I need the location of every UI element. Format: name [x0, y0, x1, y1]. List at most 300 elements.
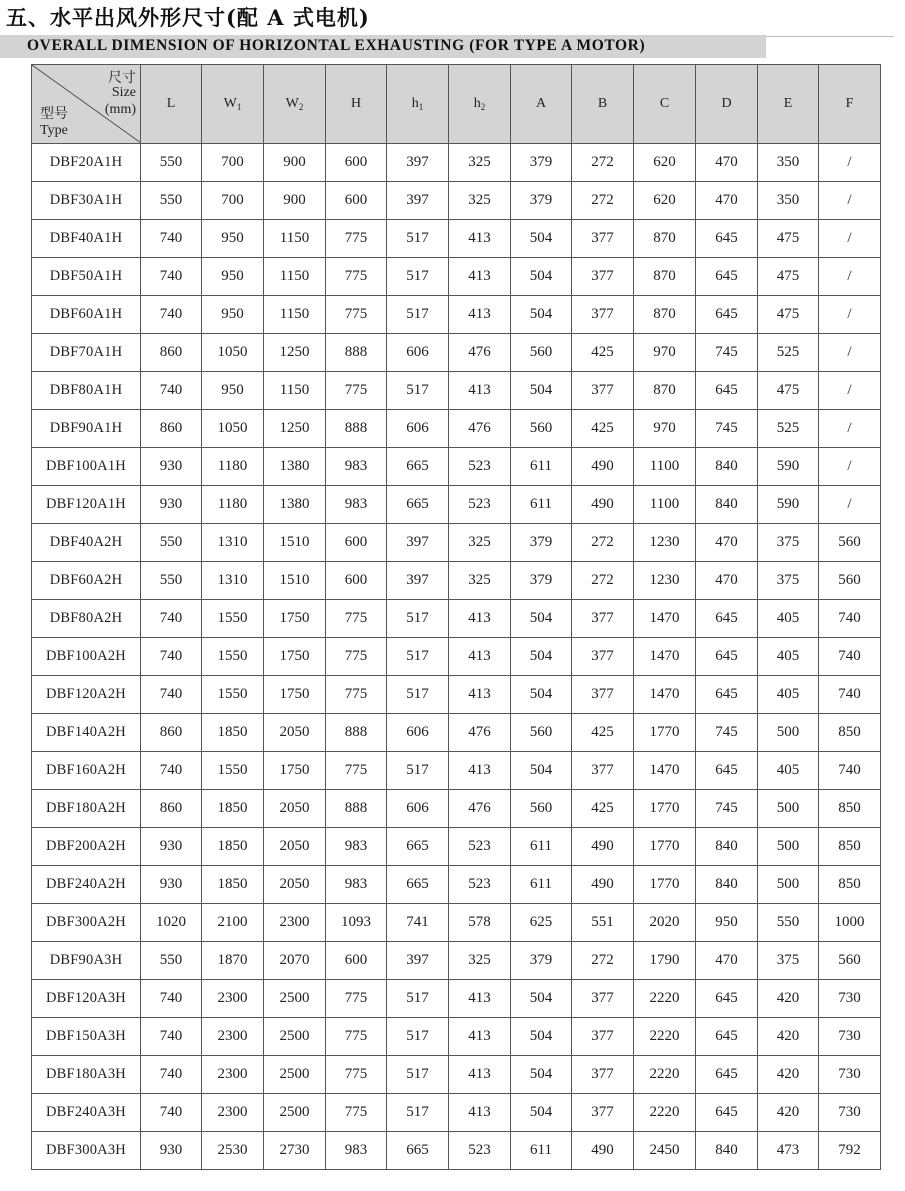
dimension-cell: 1850 — [202, 866, 264, 904]
page-subtitle: OVERALL DIMENSION OF HORIZONTAL EXHAUSTING (FOR TYPE A MOTOR) — [27, 37, 646, 54]
dimension-cell: 775 — [326, 1018, 387, 1056]
dimension-cell: 1850 — [202, 790, 264, 828]
model-cell: DBF240A3H — [32, 1094, 141, 1132]
model-cell: DBF40A2H — [32, 524, 141, 562]
dimension-cell: 950 — [202, 296, 264, 334]
dimension-cell: 1230 — [634, 524, 696, 562]
dimension-cell: 775 — [326, 1094, 387, 1132]
dimension-cell: 645 — [696, 638, 758, 676]
dimension-cell: 475 — [758, 296, 819, 334]
dimension-cell: 840 — [696, 866, 758, 904]
dimension-cell: 590 — [758, 448, 819, 486]
dimension-cell: 405 — [758, 752, 819, 790]
dimension-cell: 325 — [449, 942, 511, 980]
dimension-cell: 1770 — [634, 714, 696, 752]
dimension-cell: 475 — [758, 220, 819, 258]
dimension-cell: 950 — [696, 904, 758, 942]
dimension-cell: 775 — [326, 220, 387, 258]
corner-type-label-en: Type — [40, 123, 68, 138]
table-row — [32, 942, 881, 980]
dimension-cell: 600 — [326, 144, 387, 182]
dimension-cell: 740 — [141, 296, 202, 334]
dimension-cell: 1550 — [202, 638, 264, 676]
dimension-cell: 740 — [141, 600, 202, 638]
dimension-cell: 665 — [387, 486, 449, 524]
dimension-cell: 2050 — [264, 714, 326, 752]
dimension-cell: 504 — [511, 1094, 572, 1132]
dimension-cell: 560 — [511, 410, 572, 448]
table-row — [32, 1018, 881, 1056]
dimension-cell: 983 — [326, 828, 387, 866]
dimension-cell: 600 — [326, 524, 387, 562]
dimension-cell: 1850 — [202, 714, 264, 752]
dimension-cell: 425 — [572, 334, 634, 372]
dimension-cell: 740 — [141, 1094, 202, 1132]
dimension-cell: 420 — [758, 1094, 819, 1132]
dimension-cell: / — [819, 448, 881, 486]
dimension-cell: 775 — [326, 1056, 387, 1094]
dimension-cell: 2020 — [634, 904, 696, 942]
page-title: 五、水平出风外形尺寸(配 A 式电机) — [6, 5, 370, 30]
model-cell: DBF60A1H — [32, 296, 141, 334]
model-cell: DBF20A1H — [32, 144, 141, 182]
dimension-cell: 645 — [696, 258, 758, 296]
dimension-cell: 1750 — [264, 676, 326, 714]
dimension-cell: 2050 — [264, 866, 326, 904]
dimension-cell: 578 — [449, 904, 511, 942]
dimension-cell: 730 — [819, 1018, 881, 1056]
dimension-cell: 983 — [326, 486, 387, 524]
dimension-cell: 600 — [326, 562, 387, 600]
dimension-cell: 523 — [449, 866, 511, 904]
dimension-cell: 2730 — [264, 1132, 326, 1170]
dimension-cell: 325 — [449, 144, 511, 182]
dimension-cell: 850 — [819, 714, 881, 752]
column-header-label: h — [473, 96, 481, 111]
dimension-cell: 2070 — [264, 942, 326, 980]
dimension-cell: 377 — [572, 258, 634, 296]
dimension-cell: 620 — [634, 182, 696, 220]
dimension-cell: 377 — [572, 296, 634, 334]
dimension-cell: 517 — [387, 752, 449, 790]
model-cell: DBF100A2H — [32, 638, 141, 676]
dimension-cell: 325 — [449, 182, 511, 220]
model-cell: DBF90A1H — [32, 410, 141, 448]
dimension-cell: 2220 — [634, 980, 696, 1018]
dimension-cell: 620 — [634, 144, 696, 182]
dimension-cell: 606 — [387, 714, 449, 752]
dimension-cell: 1510 — [264, 562, 326, 600]
dimension-cell: 775 — [326, 372, 387, 410]
dimension-cell: 665 — [387, 1132, 449, 1170]
dimension-cell: 470 — [696, 562, 758, 600]
dimension-cell: 1510 — [264, 524, 326, 562]
dimension-cell: 504 — [511, 296, 572, 334]
dimension-cell: 425 — [572, 790, 634, 828]
model-cell: DBF150A3H — [32, 1018, 141, 1056]
dimension-cell: 525 — [758, 410, 819, 448]
dimension-cell: 740 — [141, 372, 202, 410]
dimension-cell: 504 — [511, 752, 572, 790]
dimension-cell: 1550 — [202, 600, 264, 638]
dimension-cell: 413 — [449, 600, 511, 638]
dimension-cell: 860 — [141, 334, 202, 372]
dimension-cell: / — [819, 296, 881, 334]
dimension-cell: 860 — [141, 714, 202, 752]
dimension-cell: 397 — [387, 562, 449, 600]
dimension-cell: 930 — [141, 486, 202, 524]
column-header-subscript: 1 — [418, 102, 424, 112]
dimension-cell: 470 — [696, 144, 758, 182]
dimension-cell: 1250 — [264, 410, 326, 448]
column-header — [572, 65, 634, 144]
dimension-cell: 504 — [511, 600, 572, 638]
dimension-cell: 792 — [819, 1132, 881, 1170]
corner-type-label-cn: 型号 — [40, 106, 68, 122]
table-row — [32, 1056, 881, 1094]
dimension-cell: / — [819, 144, 881, 182]
dimension-cell: 2500 — [264, 980, 326, 1018]
column-header-label: h — [411, 96, 419, 111]
dimension-cell: 272 — [572, 524, 634, 562]
dimension-cell: 930 — [141, 448, 202, 486]
dimension-cell: 1550 — [202, 676, 264, 714]
column-header — [387, 65, 449, 144]
table-row — [32, 904, 881, 942]
column-header-subscript: 1 — [236, 102, 242, 112]
dimension-cell: 850 — [819, 828, 881, 866]
dimension-cell: 665 — [387, 828, 449, 866]
dimension-cell: 470 — [696, 942, 758, 980]
dimension-cell: 425 — [572, 410, 634, 448]
dimension-cell: 500 — [758, 866, 819, 904]
dimension-cell: 900 — [264, 144, 326, 182]
dimension-table — [31, 64, 881, 1170]
dimension-cell: 970 — [634, 334, 696, 372]
dimension-cell: 2300 — [202, 980, 264, 1018]
dimension-cell: 375 — [758, 524, 819, 562]
dimension-cell: 560 — [819, 942, 881, 980]
dimension-cell: 397 — [387, 182, 449, 220]
column-header — [141, 65, 202, 144]
dimension-cell: 379 — [511, 182, 572, 220]
dimension-cell: 2220 — [634, 1018, 696, 1056]
dimension-cell: 850 — [819, 866, 881, 904]
dimension-cell: 870 — [634, 258, 696, 296]
dimension-cell: 272 — [572, 942, 634, 980]
table-row — [32, 1132, 881, 1170]
model-cell: DBF100A1H — [32, 448, 141, 486]
dimension-cell: 611 — [511, 866, 572, 904]
table-row — [32, 676, 881, 714]
dimension-cell: 550 — [141, 562, 202, 600]
dimension-cell: 523 — [449, 486, 511, 524]
dimension-cell: 645 — [696, 600, 758, 638]
dimension-cell: 413 — [449, 1018, 511, 1056]
dimension-cell: 745 — [696, 410, 758, 448]
dimension-cell: 2300 — [202, 1018, 264, 1056]
dimension-cell: 377 — [572, 638, 634, 676]
dimension-cell: 600 — [326, 182, 387, 220]
dimension-cell: 504 — [511, 1018, 572, 1056]
table-row — [32, 752, 881, 790]
table-row — [32, 372, 881, 410]
dimension-cell: 523 — [449, 1132, 511, 1170]
dimension-cell: 413 — [449, 296, 511, 334]
dimension-cell: 560 — [819, 562, 881, 600]
dimension-cell: 860 — [141, 410, 202, 448]
dimension-cell: 405 — [758, 676, 819, 714]
dimension-cell: 490 — [572, 448, 634, 486]
dimension-cell: 523 — [449, 828, 511, 866]
table-body — [32, 144, 881, 1170]
dimension-cell: 611 — [511, 448, 572, 486]
dimension-cell: 500 — [758, 714, 819, 752]
dimension-cell: 475 — [758, 372, 819, 410]
column-header-label: E — [783, 96, 793, 111]
dimension-cell: 517 — [387, 1094, 449, 1132]
dimension-cell: 2100 — [202, 904, 264, 942]
dimension-cell: 606 — [387, 334, 449, 372]
dimension-cell: 517 — [387, 296, 449, 334]
dimension-cell: 379 — [511, 942, 572, 980]
dimension-cell: 377 — [572, 220, 634, 258]
dimension-cell: 775 — [326, 676, 387, 714]
dimension-cell: 2300 — [202, 1056, 264, 1094]
dimension-cell: 1790 — [634, 942, 696, 980]
dimension-cell: 1150 — [264, 296, 326, 334]
table-row — [32, 562, 881, 600]
model-cell: DBF90A3H — [32, 942, 141, 980]
dimension-cell: 888 — [326, 334, 387, 372]
dimension-cell: 413 — [449, 638, 511, 676]
dimension-cell: 665 — [387, 866, 449, 904]
model-cell: DBF140A2H — [32, 714, 141, 752]
dimension-cell: 665 — [387, 448, 449, 486]
dimension-cell: 740 — [819, 752, 881, 790]
dimension-cell: 425 — [572, 714, 634, 752]
column-header — [511, 65, 572, 144]
dimension-cell: 475 — [758, 258, 819, 296]
corner-size-label-en: Size — [111, 85, 136, 100]
dimension-cell: 350 — [758, 182, 819, 220]
dimension-cell: 325 — [449, 562, 511, 600]
column-header-label: W — [223, 96, 237, 111]
column-header-label: F — [845, 96, 854, 111]
dimension-cell: 413 — [449, 1056, 511, 1094]
table-row — [32, 182, 881, 220]
model-cell: DBF180A2H — [32, 790, 141, 828]
column-header-label: B — [597, 96, 608, 111]
model-cell: DBF30A1H — [32, 182, 141, 220]
dimension-cell: 397 — [387, 942, 449, 980]
table-row — [32, 1094, 881, 1132]
dimension-cell: 740 — [819, 676, 881, 714]
dimension-cell: 611 — [511, 1132, 572, 1170]
model-cell: DBF160A2H — [32, 752, 141, 790]
dimension-cell: 504 — [511, 220, 572, 258]
model-cell: DBF120A2H — [32, 676, 141, 714]
dimension-cell: 517 — [387, 638, 449, 676]
column-header-label: C — [659, 96, 670, 111]
dimension-cell: 775 — [326, 600, 387, 638]
dimension-cell: 775 — [326, 258, 387, 296]
dimension-cell: 2500 — [264, 1018, 326, 1056]
dimension-cell: 550 — [141, 182, 202, 220]
dimension-cell: 870 — [634, 296, 696, 334]
dimension-cell: 517 — [387, 1018, 449, 1056]
dimension-cell: 930 — [141, 828, 202, 866]
dimension-cell: 740 — [819, 638, 881, 676]
dimension-cell: 413 — [449, 1094, 511, 1132]
dimension-cell: 740 — [141, 1018, 202, 1056]
model-cell: DBF240A2H — [32, 866, 141, 904]
dimension-cell: / — [819, 220, 881, 258]
table-row — [32, 828, 881, 866]
model-cell: DBF50A1H — [32, 258, 141, 296]
dimension-cell: 1100 — [634, 448, 696, 486]
dimension-cell: / — [819, 410, 881, 448]
dimension-cell: 397 — [387, 524, 449, 562]
dimension-cell: 1020 — [141, 904, 202, 942]
dimension-cell: 420 — [758, 1018, 819, 1056]
column-header — [264, 65, 326, 144]
dimension-cell: 470 — [696, 182, 758, 220]
dimension-cell: 517 — [387, 980, 449, 1018]
model-cell: DBF300A2H — [32, 904, 141, 942]
dimension-cell: 517 — [387, 220, 449, 258]
table-row — [32, 638, 881, 676]
dimension-cell: 888 — [326, 790, 387, 828]
dimension-cell: 950 — [202, 372, 264, 410]
dimension-cell: 1470 — [634, 752, 696, 790]
dimension-cell: 745 — [696, 790, 758, 828]
dimension-cell: 645 — [696, 372, 758, 410]
dimension-cell: 1100 — [634, 486, 696, 524]
dimension-cell: 745 — [696, 714, 758, 752]
header-corner-cell — [32, 65, 141, 144]
dimension-cell: 413 — [449, 258, 511, 296]
dimension-cell: 645 — [696, 980, 758, 1018]
column-header-label: W — [285, 96, 299, 111]
dimension-cell: 625 — [511, 904, 572, 942]
dimension-cell: 1770 — [634, 866, 696, 904]
column-header — [696, 65, 758, 144]
dimension-cell: 379 — [511, 524, 572, 562]
dimension-cell: 1050 — [202, 410, 264, 448]
dimension-cell: 504 — [511, 1056, 572, 1094]
dimension-cell: 2220 — [634, 1056, 696, 1094]
dimension-cell: 517 — [387, 258, 449, 296]
dimension-cell: 504 — [511, 638, 572, 676]
dimension-cell: 730 — [819, 980, 881, 1018]
dimension-cell: 2500 — [264, 1056, 326, 1094]
dimension-cell: 1380 — [264, 448, 326, 486]
dimension-cell: 606 — [387, 410, 449, 448]
dimension-cell: 413 — [449, 676, 511, 714]
dimension-cell: 550 — [758, 904, 819, 942]
dimension-cell: 1770 — [634, 828, 696, 866]
column-header — [758, 65, 819, 144]
dimension-cell: 740 — [141, 676, 202, 714]
dimension-cell: 645 — [696, 1094, 758, 1132]
dimension-cell: 272 — [572, 562, 634, 600]
table-row — [32, 144, 881, 182]
dimension-cell: / — [819, 182, 881, 220]
dimension-cell: 1093 — [326, 904, 387, 942]
dimension-cell: 377 — [572, 980, 634, 1018]
dimension-cell: 888 — [326, 410, 387, 448]
table-row — [32, 220, 881, 258]
dimension-cell: 476 — [449, 334, 511, 372]
dimension-cell: 413 — [449, 372, 511, 410]
column-header — [634, 65, 696, 144]
dimension-cell: 1180 — [202, 448, 264, 486]
dimension-cell: 850 — [819, 790, 881, 828]
dimension-cell: 1770 — [634, 790, 696, 828]
dimension-cell: 500 — [758, 828, 819, 866]
dimension-cell: 645 — [696, 296, 758, 334]
table-row — [32, 334, 881, 372]
dimension-cell: 700 — [202, 182, 264, 220]
dimension-cell: 970 — [634, 410, 696, 448]
dimension-cell: 377 — [572, 676, 634, 714]
dimension-cell: 377 — [572, 600, 634, 638]
dimension-cell: 700 — [202, 144, 264, 182]
dimension-cell: 840 — [696, 486, 758, 524]
dimension-cell: 490 — [572, 828, 634, 866]
dimension-cell: 775 — [326, 752, 387, 790]
dimension-cell: 504 — [511, 676, 572, 714]
dimension-cell: 560 — [511, 334, 572, 372]
column-header — [202, 65, 264, 144]
table-row — [32, 258, 881, 296]
dimension-cell: 840 — [696, 1132, 758, 1170]
dimension-cell: / — [819, 258, 881, 296]
dimension-cell: 983 — [326, 1132, 387, 1170]
dimension-cell: 1310 — [202, 562, 264, 600]
dimension-cell: 470 — [696, 524, 758, 562]
dimension-cell: 551 — [572, 904, 634, 942]
column-header — [819, 65, 881, 144]
dimension-cell: 740 — [141, 258, 202, 296]
dimension-cell: 517 — [387, 1056, 449, 1094]
dimension-cell: 740 — [141, 752, 202, 790]
dimension-cell: 730 — [819, 1094, 881, 1132]
dimension-cell: 375 — [758, 562, 819, 600]
dimension-cell: 272 — [572, 182, 634, 220]
dimension-cell: 730 — [819, 1056, 881, 1094]
dimension-cell: 379 — [511, 562, 572, 600]
dimension-cell: 645 — [696, 1056, 758, 1094]
dimension-cell: 525 — [758, 334, 819, 372]
dimension-cell: 2300 — [202, 1094, 264, 1132]
column-header-label: H — [350, 96, 362, 111]
dimension-cell: 860 — [141, 790, 202, 828]
dimension-cell: 375 — [758, 942, 819, 980]
table-row — [32, 866, 881, 904]
dimension-cell: 413 — [449, 752, 511, 790]
dimension-cell: 550 — [141, 524, 202, 562]
table-row — [32, 714, 881, 752]
model-cell: DBF120A3H — [32, 980, 141, 1018]
dimension-cell: 550 — [141, 942, 202, 980]
dimension-cell: 1470 — [634, 600, 696, 638]
dimension-cell: 413 — [449, 220, 511, 258]
dimension-cell: 420 — [758, 980, 819, 1018]
model-cell: DBF300A3H — [32, 1132, 141, 1170]
dimension-cell: 1750 — [264, 752, 326, 790]
